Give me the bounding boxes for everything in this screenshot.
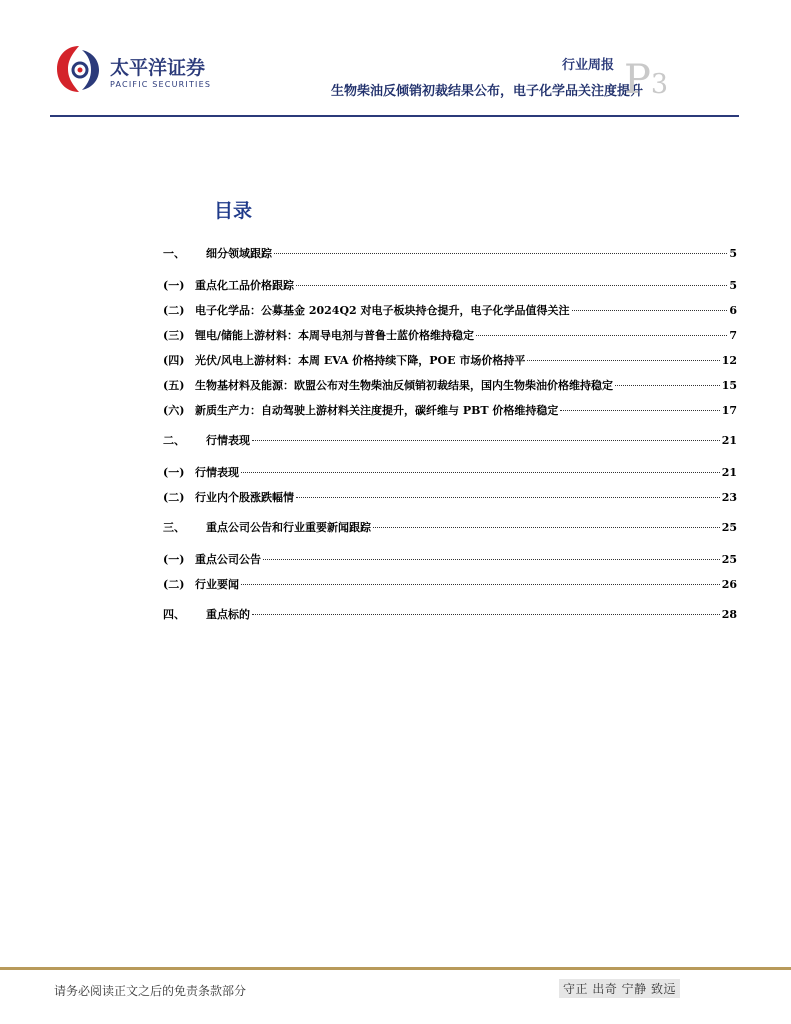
toc-entry[interactable]: [163, 302, 737, 320]
toc-entry-title: 生物基材料及能源：欧盟公布对生物柴油反倾销初裁结果，国内生物柴油价格维持稳定: [195, 379, 613, 392]
company-logo: [52, 42, 212, 96]
toc-entry[interactable]: [163, 402, 737, 420]
toc-entry-page: 26: [721, 578, 737, 591]
report-type: 行业周报: [561, 58, 614, 73]
toc-dot-leader: [252, 614, 720, 615]
toc-entry[interactable]: [163, 551, 737, 569]
toc-entry-page: 17: [721, 404, 737, 417]
page-letter: P: [624, 57, 651, 103]
toc-entry-number: (二): [163, 491, 185, 504]
toc-entry-page: 25: [721, 553, 737, 566]
toc-entry-title: 细分领域跟踪: [206, 247, 272, 260]
toc-entry-page: 5: [729, 279, 737, 292]
toc-entry-title: 重点公司公告和行业重要新闻跟踪: [206, 521, 371, 534]
toc-dot-leader: [373, 527, 720, 528]
toc-dot-leader: [252, 440, 720, 441]
toc-entry-title: 重点公司公告: [195, 553, 261, 566]
toc-entry-page: 23: [721, 491, 737, 504]
toc-entry[interactable]: [163, 352, 737, 370]
header-divider: [50, 115, 739, 117]
logo-chinese-name: 太平洋证券: [110, 57, 206, 79]
toc-entry[interactable]: [163, 432, 737, 450]
toc-dot-leader: [560, 410, 719, 411]
toc-entry-title: 行情表现: [195, 466, 239, 479]
disclaimer-text: 请务必阅读正文之后的免责条款部分: [54, 984, 247, 998]
toc-entry-number: (一): [163, 553, 185, 566]
toc-entry-number: (一): [163, 279, 185, 292]
toc-dot-leader: [241, 584, 720, 585]
toc-dot-leader: [263, 559, 720, 560]
toc-entry-number: (六): [163, 404, 185, 417]
toc-entry-title: 行业要闻: [195, 578, 239, 591]
toc-entry-page: 25: [721, 521, 737, 534]
toc-entry-title: 行业内个股涨跌幅情: [195, 491, 294, 504]
toc-entry[interactable]: [163, 606, 737, 624]
toc-entry-title: 新质生产力：自动驾驶上游材料关注度提升，碳纤维与 PBT 价格维持稳定: [195, 404, 559, 417]
toc-entry-page: 21: [721, 466, 737, 479]
toc-entry[interactable]: [163, 277, 737, 295]
toc-entry-number: 一、: [163, 247, 185, 260]
footer-divider: [0, 967, 791, 970]
toc-entry[interactable]: [163, 464, 737, 482]
company-motto: 守正 出奇 宁静 致远: [559, 979, 680, 998]
logo-english-name: PACIFIC SECURITIES: [110, 80, 212, 89]
report-title: 生物柴油反倾销初裁结果公布，电子化学品关注度提升: [330, 84, 643, 99]
toc-entry[interactable]: [163, 489, 737, 507]
toc-dot-leader: [241, 472, 720, 473]
toc-entry-page: 6: [729, 304, 737, 317]
toc-entry-title: 重点化工品价格跟踪: [195, 279, 294, 292]
page-indicator: [624, 57, 669, 105]
toc-dot-leader: [615, 385, 720, 386]
toc-dot-leader: [296, 497, 720, 498]
toc-entry-number: (三): [163, 329, 185, 342]
toc-entry-number: 二、: [163, 434, 185, 447]
toc-entry[interactable]: [163, 327, 737, 345]
toc-entry-number: 三、: [163, 521, 185, 534]
toc-entry-title: 行情表现: [206, 434, 250, 447]
toc-entry-page: 21: [721, 434, 737, 447]
toc-dot-leader: [476, 335, 727, 336]
toc-dot-leader: [527, 360, 719, 361]
pacific-securities-logo-icon: [52, 42, 106, 96]
toc-entry-number: (一): [163, 466, 185, 479]
toc-entry-title: 锂电/储能上游材料：本周导电剂与普鲁士蓝价格维持稳定: [195, 329, 475, 342]
toc-entry-number: (二): [163, 304, 185, 317]
toc-entry-page: 5: [729, 247, 737, 260]
toc-entry-page: 15: [721, 379, 737, 392]
toc-entry-title: 光伏/风电上游材料：本周 EVA 价格持续下降，POE 市场价格持平: [195, 354, 526, 367]
toc-title: 目录: [214, 200, 253, 222]
toc-entry-number: (五): [163, 379, 185, 392]
toc-dot-leader: [572, 310, 728, 311]
toc-dot-leader: [274, 253, 727, 254]
toc-entry-page: 7: [729, 329, 737, 342]
toc-entry-number: (二): [163, 578, 185, 591]
toc-entry[interactable]: [163, 519, 737, 537]
toc-entry[interactable]: [163, 576, 737, 594]
toc-list: [163, 245, 737, 624]
page-number: 3: [650, 69, 669, 100]
toc-entry-number: 四、: [163, 608, 185, 621]
toc-dot-leader: [296, 285, 727, 286]
toc-entry-number: (四): [163, 354, 185, 367]
toc-entry[interactable]: [163, 245, 737, 263]
toc-entry[interactable]: [163, 377, 737, 395]
toc-entry-page: 12: [721, 354, 737, 367]
toc-entry-page: 28: [721, 608, 737, 621]
toc-entry-title: 电子化学品：公募基金 2024Q2 对电子板块持仓提升，电子化学品值得关注: [195, 304, 570, 317]
toc-entry-title: 重点标的: [206, 608, 250, 621]
